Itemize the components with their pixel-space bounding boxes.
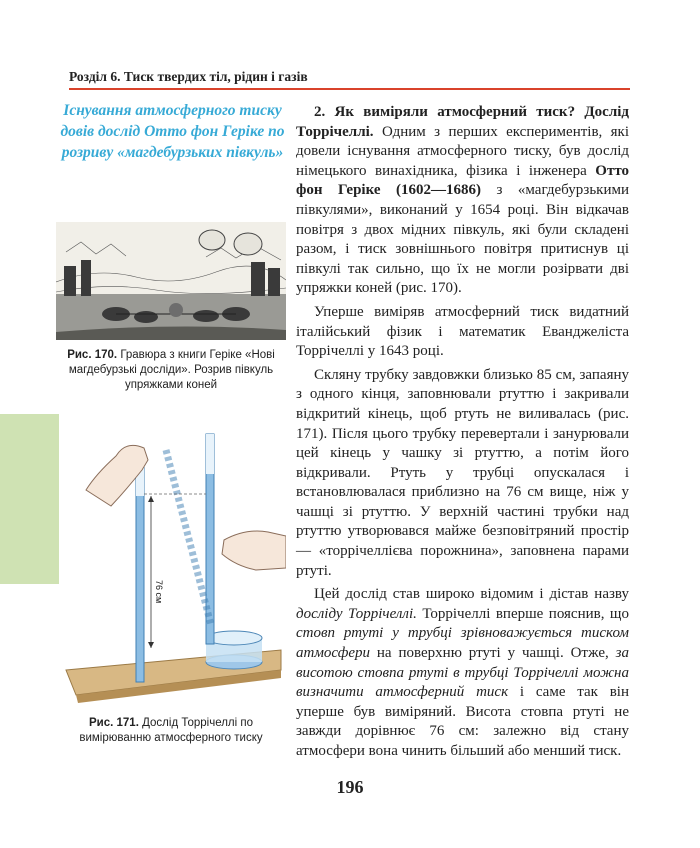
page-number: 196 bbox=[336, 777, 364, 797]
paragraph-4-text-d: і саме так він уперше був виміряний. Висота стовпа ртуті не завжди дорівнює 76 см: залежно від стану атмосфери вона чинить більший або менший тиск. bbox=[296, 684, 630, 759]
height-label: 76 см bbox=[154, 580, 164, 604]
subsection-heading: 2. Як виміряли атмосферний тиск? Дослід Торрічеллі. bbox=[296, 104, 629, 140]
figure-171-caption bbox=[56, 716, 286, 746]
section-title: Розділ 6. Тиск твердих тіл, рідин і газів bbox=[69, 69, 308, 84]
paragraph-3: Скляну трубку завдовжки близько 85 см, запаяну з одного кінця, заповнювали ртуттю і закривали відкритий кінець, щоб ртуть не виливалась (рис. 171). Після цього трубку перевертали і занурювали цей кінець у чашку зі ртуттю, а потім його відкривали. Ртуть у трубці опускалася і встановлювалася приблизно на 76 см вище, ніж у чашці зі ртуттю. У верхній частині трубки над ртуттю утворювався майже безповітряний простір — «торрічеллієва порожнина», заповнена парами ртуті. bbox=[296, 366, 629, 579]
emphasis-1: стовп ртуті у трубці зрівноважується тиском атмосфери bbox=[296, 625, 629, 662]
callout-text: Існування атмосферного тиску довів дослід Отто фон Геріке по розриву «магдебурзьких півкуль» bbox=[60, 102, 285, 161]
paragraph-1-text-a: Одним з перших експериментів, які довели існування атмосферного тиску, був дослід німецького винахідника, фізика і інженера bbox=[296, 123, 630, 179]
paragraph-1-text-b: з «магдебурзькими півкулями», виконаний у 1654 році. Він відкачав повітря з двох мідних півкуль, які були складені разом, і тиск зовнішнього повітря притиснув ці півкулі так сильно, що їх не могли розірвати дві упряжки коней (рис. 170). bbox=[296, 182, 630, 297]
person-name: Отто фон Геріке (1602—1686) bbox=[296, 162, 629, 199]
engraving-illustration bbox=[56, 222, 286, 340]
paragraph-4-text-a: Цей дослід став широко відомим і дістав назву bbox=[314, 586, 629, 603]
side-tab bbox=[0, 414, 59, 584]
paragraph-4-text-c: на поверхню ртуті у чашці. Отже, bbox=[376, 645, 609, 662]
paragraph-4-text-b: Торрічеллі вперше пояснив, що bbox=[422, 605, 629, 622]
figure-170-label: Рис. 170. bbox=[67, 349, 118, 361]
emphasis-2: за висотою стовпа ртуті в трубці Торрічеллі можна визначити атмосферний тиск bbox=[296, 645, 630, 701]
figure-171-label: Рис. 171. bbox=[88, 717, 139, 729]
torricelli-experiment-illustration bbox=[56, 420, 286, 710]
header-rule bbox=[69, 88, 630, 90]
paragraph-4 bbox=[296, 585, 629, 761]
figure-171-text: Дослід Торрічеллі по вимірюванню атмосферного тиску bbox=[79, 717, 263, 744]
paragraph-1 bbox=[296, 103, 629, 299]
body-text bbox=[296, 103, 629, 766]
figure-170-text: Гравюра з книги Геріке «Нові магдебурзькі досліди». Розрив півкуль упряжками коней bbox=[68, 349, 275, 391]
paragraph-2: Уперше виміряв атмосферний тиск видатний італійський фізик і математик Еванджеліста Торрічеллі у 1643 році. bbox=[296, 303, 629, 360]
section-header bbox=[69, 69, 629, 85]
term-torricelli: досліду Торрічеллі. bbox=[296, 605, 417, 622]
figure-170-caption bbox=[56, 348, 286, 393]
